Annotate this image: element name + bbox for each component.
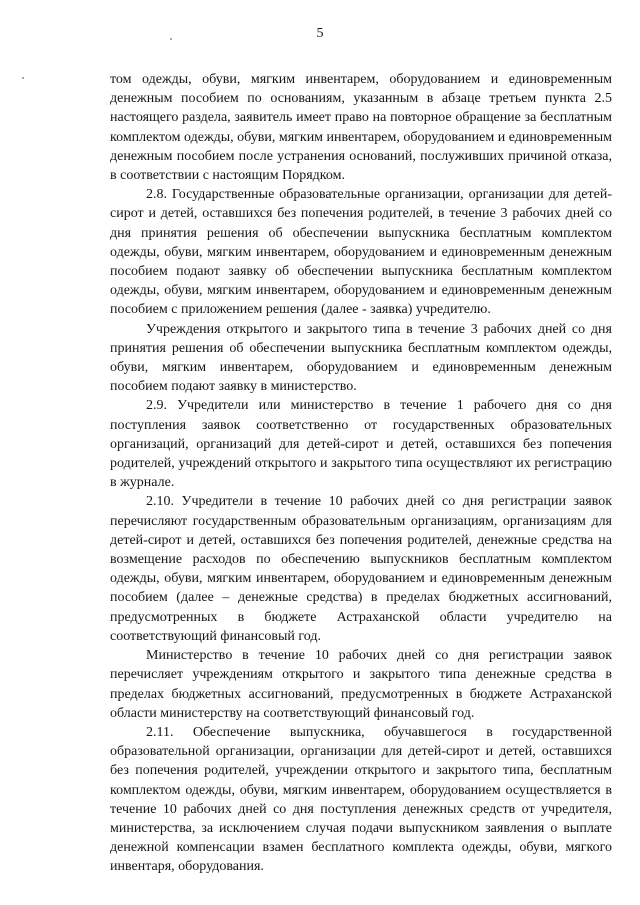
paragraph-2-8: 2.8. Государственные образовательные организации, организации для детей-сирот и детей, оставшихся без попечения родителей, в течение 3 рабочих дней со дня принятия решения об обеспечении выпускника бесплатным комплектом одежды, обуви, мягким инвентарем, оборудованием и единовременным денежным пособием подают заявку об обеспечении выпускника бесплатным комплектом одежды, обуви, мягким инвентарем, оборудованием и единовременным денежным пособием с приложением решения (далее - заявка) учредителю. [110,187,612,318]
paragraph-2-11: 2.11. Обеспечение выпускника, обучавшегося в государственной образовательной организации, организации для детей-сирот и детей, оставшихся без попечения родителей, учреждении открытого и закрытого типа, бесплатным комплектом одежды, обуви, мягким инвентарем, оборудованием осуществляется в течение 10 рабочих дней со дня поступления денежных средств от учредителя, министерства, за исключением случая подачи выпускником заявления о выплате денежной компенсации взамен бесплатного комплекта одежды, обуви, мягкого инвентаря, оборудования. [110,724,612,875]
paragraph-2-9: 2.9. Учредители или министерство в течение 1 рабочего дня со дня поступления заявок соответственно от государственных образовательных организаций, организаций для детей-сирот и детей, оставшихся без попечения родителей, учреждений открытого и закрытого типа осуществляют их регистрацию в журнале. [110,398,612,491]
paragraph-continuation: том одежды, обуви, мягким инвентарем, оборудованием и единовременным денежным пособием по основаниям, указанным в абзаце третьем пункта 2.5 настоящего раздела, заявитель имеет право на повторное обращение за бесплатным комплектом одежды, обуви, мягким инвентарем, оборудованием и единовременным денежным пособием после устранения оснований, послуживших причиной отказа, в соответствии с настоящим Порядком. [110,72,612,184]
scan-speck [22,77,24,79]
document-body [110,70,612,877]
paragraph-2-8-open-closed: Учреждения открытого и закрытого типа в течение 3 рабочих дней со дня принятия решения об обеспечении выпускника бесплатным комплектом одежды, обуви, мягким инвентарем, оборудованием и единовременным денежным пособием подают заявку в министерство. [110,321,612,395]
paragraph-2-10-ministry: Министерство в течение 10 рабочих дней со дня регистрации заявок перечисляет учреждениям открытого и закрытого типа денежные средства в пределах бюджетных ассигнований, предусмотренных в бюджете Астраханской области министерству на соответствующий финансовый год. [110,648,612,721]
paragraph-2-10: 2.10. Учредители в течение 10 рабочих дней со дня регистрации заявок перечисляют государственным образовательным организациям, организациям для детей-сирот и детей, оставшихся без попечения родителей, денежные средства на возмещение расходов по обеспечению выпускников бесплатным комплектом одежды, обуви, мягким инвентарем, оборудованием и единовременным денежным пособием (далее – денежные средства) в пределах бюджетных ассигнований, предусмотренных в бюджете Астраханской области учредителю на соответствующий финансовый год. [110,494,612,644]
scan-speck [170,38,172,40]
page-number: 5 [316,26,324,41]
